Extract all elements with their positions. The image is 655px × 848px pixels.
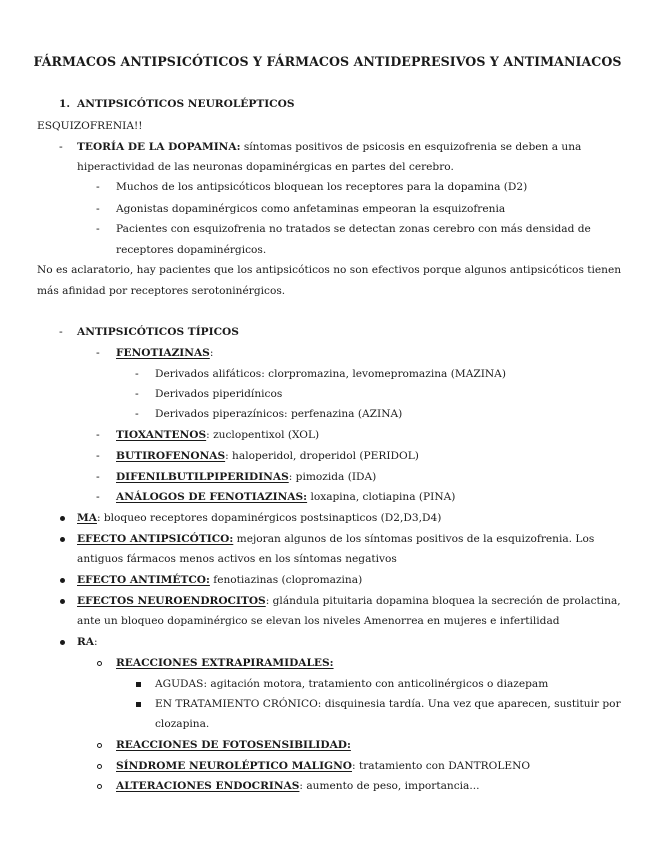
nota-line: más afinidad por receptores serotoninérgicos.: [37, 285, 286, 297]
bullet-dot: [60, 537, 65, 542]
antipsicotico-label: EFECTO ANTIPSICÓTICO:: [77, 533, 234, 545]
fenotiazinas-label: FENOTIAZINAS: [116, 347, 210, 359]
group-label: BUTIROFENONAS: [116, 450, 226, 462]
ra-text: :: [94, 636, 98, 648]
neuroendrocritos-cont: ante un bloqueo dopaminérgico se elevan los niveles Amenorrea en mujeres e infertilidad: [77, 615, 560, 627]
antiemetico-label: EFECTO ANTIMÉTCO:: [77, 574, 210, 586]
bullet-dot: [60, 516, 65, 521]
antipsicotico-line: [77, 532, 594, 546]
group-text: : haloperidol, droperidol (PERIDOL): [225, 450, 419, 462]
bullet-ring: [97, 784, 102, 789]
extrapiramidales-heading: REACCIONES EXTRAPIRAMIDALES:: [116, 657, 334, 669]
teoria-text-cont: hiperactividad de las neuronas dopaminérgicas en partes del cerebro.: [77, 161, 454, 173]
bullet-ring: [97, 764, 102, 769]
esquizofrenia-label: ESQUIZOFRENIA!!: [37, 120, 143, 132]
antiemetico-line: [77, 573, 362, 587]
antipsicotico-cont: antiguos fármacos menos activos en los síntomas negativos: [77, 553, 397, 565]
group-line: [116, 490, 455, 504]
group-label: ANÁLOGOS DE FENOTIAZINAS:: [116, 491, 308, 503]
section-heading: ANTIPSICÓTICOS NEUROLÉPTICOS: [77, 98, 295, 110]
group-text: loxapina, clotiapina (PINA): [307, 491, 456, 503]
group-line: [116, 470, 376, 484]
ma-line: [77, 511, 441, 525]
teoria-item: Pacientes con esquizofrenia no tratados se detectan zonas cerebro con más densidad de: [116, 223, 591, 235]
endocrinas-label: ALTERACIONES ENDOCRINAS: [116, 780, 300, 792]
antipsicotico-text: mejoran algunos de los síntomas positivos de la esquizofrenia. Los: [233, 533, 595, 545]
endocrinas-line: [116, 779, 479, 793]
teoria-line: [77, 140, 581, 154]
group-text: : pimozida (IDA): [288, 471, 377, 483]
bullet-square: [136, 702, 141, 707]
group-line: [116, 449, 419, 463]
endocrinas-text: : aumento de peso, importancia...: [299, 780, 480, 792]
bullet-ring: [97, 743, 102, 748]
maligno-text: : tratamiento con DANTROLENO: [352, 760, 531, 772]
bullet-dot: [60, 578, 65, 583]
dash-marker: -: [135, 367, 139, 380]
dash-marker: -: [96, 180, 100, 193]
teoria-text: síntomas positivos de psicosis en esquizofrenia se deben a una: [240, 141, 582, 153]
bullet-ring: [97, 661, 102, 666]
antiemetico-text: fenotiazinas (clopromazina): [209, 574, 363, 586]
ma-text: : bloqueo receptores dopaminérgicos postsinapticos (D2,D3,D4): [96, 512, 442, 524]
agudas-line: AGUDAS: agitación motora, tratamiento con anticolinérgicos o diazepam: [155, 678, 549, 690]
tipicos-heading: ANTIPSICÓTICOS TÍPICOS: [77, 326, 239, 338]
dash-marker: -: [96, 346, 100, 359]
ma-label: MA: [77, 512, 97, 524]
dash-marker: -: [96, 490, 100, 503]
maligno-line: [116, 759, 530, 773]
group-label: DIFENILBUTILPIPERIDINAS: [116, 471, 289, 483]
nota-line: No es aclaratorio, hay pacientes que los antipsicóticos no son efectivos porque algunos antipsicóticos tienen: [37, 264, 622, 276]
dash-marker: -: [59, 325, 63, 338]
fenotiazinas-suffix: :: [209, 347, 214, 359]
group-label: TIOXANTENOS: [116, 429, 207, 441]
teoria-item: Muchos de los antipsicóticos bloquean los receptores para la dopamina (D2): [116, 181, 528, 193]
ra-label: RA: [77, 636, 95, 648]
neuroendrocritos-line: [77, 594, 621, 608]
fenotiazinas-item: Derivados piperidínicos: [155, 388, 283, 400]
bullet-dot: [60, 599, 65, 604]
dash-marker: -: [96, 449, 100, 462]
group-line: [116, 428, 319, 442]
dash-marker: -: [96, 202, 100, 215]
bullet-dot: [60, 640, 65, 645]
fenotiazinas-item: Derivados alifáticos: clorpromazina, levomepromazina (MAZINA): [155, 368, 506, 380]
dash-marker: -: [135, 387, 139, 400]
cronico-line: EN TRATAMIENTO CRÓNICO: disquinesia tardía. Una vez que aparecen, sustituir por: [155, 698, 621, 710]
ra-line: [77, 635, 98, 649]
neuroendrocritos-text: : glándula pituitaria dopamina bloquea la secreción de prolactina,: [265, 595, 621, 607]
maligno-label: SÍNDROME NEUROLÉPTICO MALIGNO: [116, 760, 353, 772]
fenotiazinas-item: Derivados piperazínicos: perfenazina (AZINA): [155, 408, 403, 420]
neuroendrocritos-label: EFECTOS NEUROENDROCITOS: [77, 595, 266, 607]
fotosensibilidad-heading: REACCIONES DE FOTOSENSIBILIDAD:: [116, 739, 351, 751]
dash-marker: -: [96, 470, 100, 483]
group-text: : zuclopentixol (XOL): [206, 429, 320, 441]
teoria-item-cont: receptores dopaminérgicos.: [116, 244, 267, 256]
section-number: 1.: [59, 98, 71, 110]
dash-marker: -: [96, 222, 100, 235]
dash-marker: -: [135, 407, 139, 420]
fenotiazinas-line: [116, 346, 213, 360]
bullet-square: [136, 682, 141, 687]
document-title: FÁRMACOS ANTIPSICÓTICOS Y FÁRMACOS ANTIDEPRESIVOS Y ANTIMANIACOS: [33, 54, 622, 69]
cronico-cont: clozapina.: [155, 718, 210, 730]
teoria-item: Agonistas dopaminérgicos como anfetaminas empeoran la esquizofrenia: [116, 203, 506, 215]
dash-marker: -: [96, 428, 100, 441]
dash-marker: -: [59, 140, 63, 153]
teoria-label: TEORÍA DE LA DOPAMINA:: [77, 141, 241, 153]
